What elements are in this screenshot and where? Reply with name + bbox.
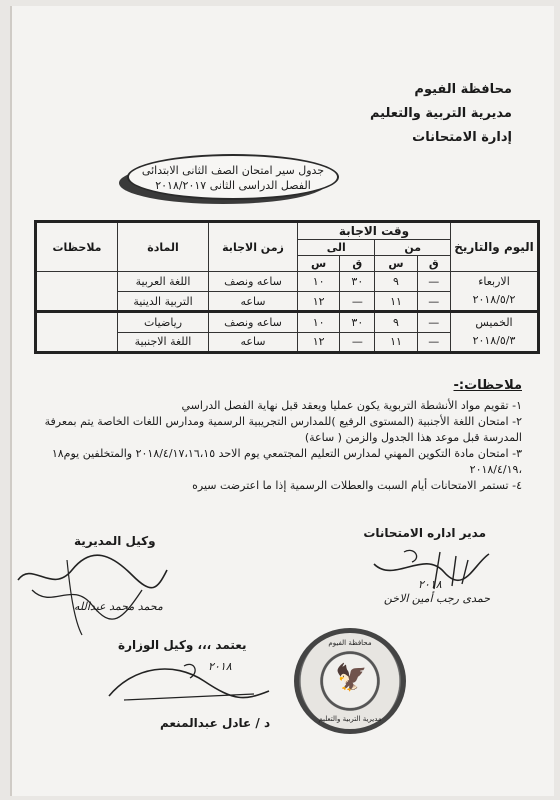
notes-title: ملاحظات:-	[453, 378, 522, 393]
governorate: محافظة الفيوم	[414, 82, 512, 97]
to-s: ١٢	[298, 292, 340, 312]
duration: ساعه ونصف	[209, 272, 298, 292]
note-item: ٤- تستمر الامتحانات أيام السبت والعطلات الرسمية إذا ما اعترضت سيره	[192, 479, 522, 492]
ministry-title: يعتمد ،،، وكيل الوزارة	[118, 638, 247, 652]
stamp-top-text: محافظة الفيوم	[328, 639, 372, 647]
ministry-name: د / عادل عبدالمنعم	[160, 716, 271, 730]
schedule-title: جدول سير امتحان الصف الثانى الابتدائى	[141, 164, 325, 177]
col-duration: زمن الاجابة	[209, 222, 298, 272]
date: ٢٠١٨/٥/٢	[472, 293, 516, 306]
directorate-deputy-name: محمد محمد عبدالله	[74, 600, 163, 613]
letterhead	[370, 78, 512, 150]
from-s: ١١	[375, 292, 417, 312]
col-answer-time: وقت الاجابة	[298, 222, 451, 240]
to-q: ٣٠	[340, 312, 375, 333]
schedule-title-box	[127, 154, 339, 200]
table-row	[36, 272, 539, 292]
ministry-date: ٢٠١٨	[208, 660, 232, 673]
col-to-q: ق	[340, 256, 375, 272]
to-q: —	[340, 292, 375, 312]
from-q: —	[417, 272, 450, 292]
from-s: ٩	[375, 312, 417, 333]
col-from: من	[375, 240, 451, 256]
duration: ساعه	[209, 332, 298, 353]
subject: التربية الدينية	[118, 292, 209, 312]
from-s: ٩	[375, 272, 417, 292]
directorate: مديرية التربية والتعليم	[369, 106, 512, 121]
duration: ساعه	[209, 292, 298, 312]
exam-schedule-table	[34, 220, 540, 354]
col-from-q: ق	[417, 256, 450, 272]
to-s: ١٠	[298, 272, 340, 292]
col-to-s: س	[298, 256, 340, 272]
col-to: الى	[298, 240, 375, 256]
directorate-deputy-title: وكيل المديرية	[74, 534, 156, 548]
from-q: —	[417, 292, 450, 312]
term-title: الفصل الدراسى الثانى ٢٠١٨/٢٠١٧	[155, 179, 311, 192]
from-q: —	[417, 332, 450, 353]
duration: ساعه ونصف	[209, 312, 298, 333]
note-item: ٢- امتحان اللغة الأجنبية (المستوى الرفيع )للمدارس التجريبية الرسمية ومدارس اللغات الخاصة يتم بمعرفة المدرسة قبل موعد هذا الجدول والزمن ( ساعة)	[44, 415, 522, 444]
from-s: ١١	[375, 332, 417, 353]
day-date-cell	[451, 312, 539, 353]
day: الخميس	[475, 316, 513, 329]
directorate-deputy-signature	[12, 550, 172, 640]
ministry-signature	[104, 656, 274, 711]
document-page	[10, 6, 554, 796]
subject: رياضيات	[118, 312, 209, 333]
day-date-cell	[451, 272, 539, 312]
notes-cell	[36, 272, 118, 312]
to-q: —	[340, 332, 375, 353]
exams-manager-date: ٢٠١٨	[418, 578, 442, 591]
notes-section	[36, 378, 522, 494]
exams-administration: إدارة الامتحانات	[412, 130, 512, 145]
table-row	[36, 312, 539, 333]
notes-cell	[36, 312, 118, 353]
to-q: ٣٠	[340, 272, 375, 292]
day: الاربعاء	[478, 275, 510, 288]
from-q: —	[417, 312, 450, 333]
to-s: ١٠	[298, 312, 340, 333]
exams-manager-title: مدير اداره الامتحانات	[363, 526, 486, 540]
col-notes: ملاحظات	[36, 222, 118, 272]
stamp-bottom-text: مديرية التربية والتعليم	[318, 715, 382, 723]
date: ٢٠١٨/٥/٣	[472, 334, 516, 347]
exams-manager-name: حمدى رجب أمين الاخن	[383, 592, 490, 605]
note-item: ١- تقويم مواد الأنشطة التربوية يكون عمليا ويعقد قبل نهاية الفصل الدراسي	[181, 399, 522, 412]
eagle-emblem-icon: 🦅	[335, 663, 368, 693]
col-day-date: اليوم والتاريخ	[451, 222, 539, 272]
col-subject: المادة	[118, 222, 209, 272]
official-stamp	[294, 628, 406, 734]
to-s: ١٢	[298, 332, 340, 353]
note-item: ٣- امتحان مادة التكوين المهني لمدارس التعليم المجتمعي يوم الاحد ٢٠١٨/٤/١٧،١٦،١٥ والمتخلفين يوم١٨ ،٢٠١٨/٤/١٩	[51, 447, 522, 476]
col-from-s: س	[375, 256, 417, 272]
subject: اللغة الاجنبية	[118, 332, 209, 353]
subject: اللغة العربية	[118, 272, 209, 292]
